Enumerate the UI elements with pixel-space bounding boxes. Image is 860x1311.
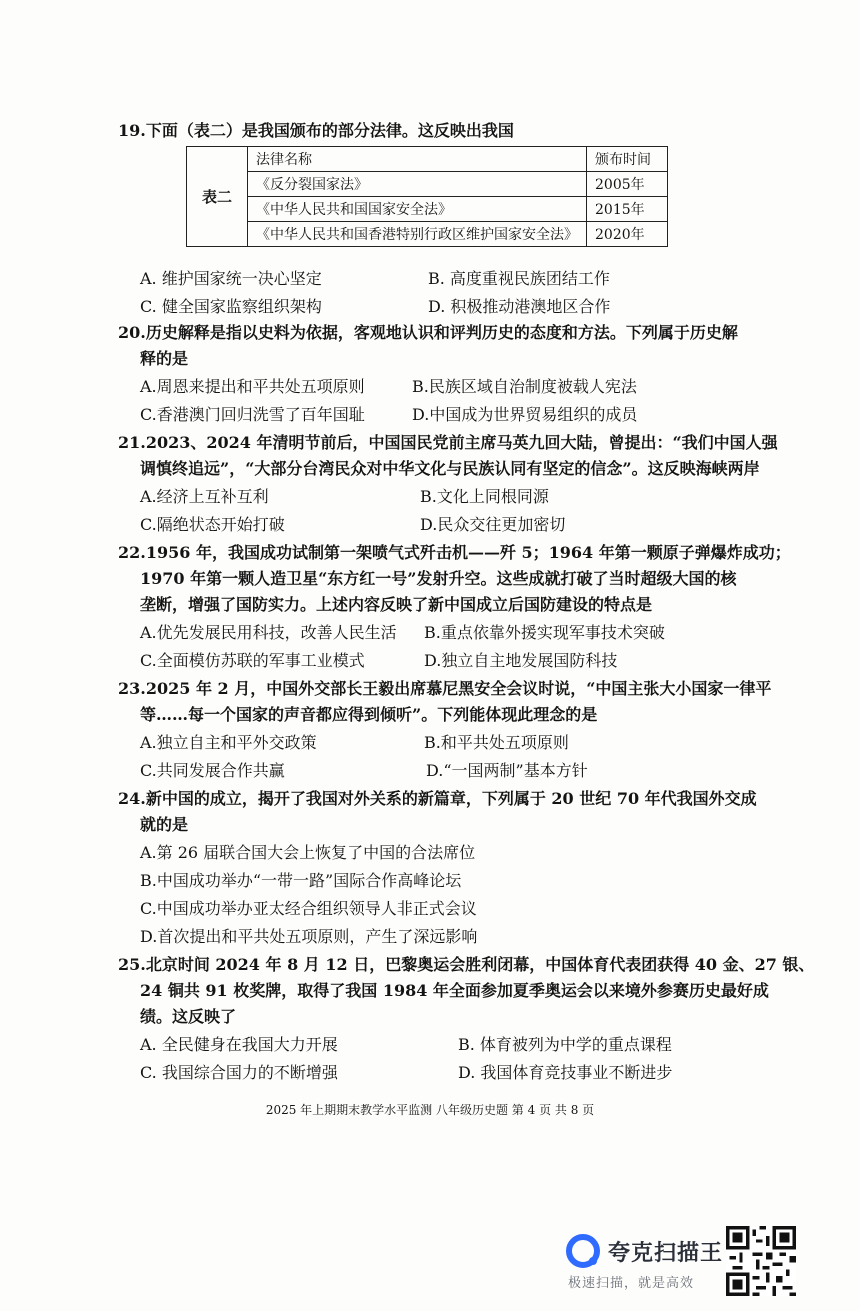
q21-stem-2: 调慎终追远”，“大部分台湾民众对中华文化与民族认同有坚定的信念”。这反映海峡两岸: [140, 459, 760, 478]
scanner-watermark: [566, 1232, 726, 1292]
q23-option-c: C.共同发展合作共赢: [140, 761, 285, 780]
page-footer: 2025 年上期期末教学水平监测 八年级历史题 第 4 页 共 8 页: [265, 1103, 595, 1117]
q19-option-d: D. 积极推动港澳地区合作: [428, 297, 611, 316]
q20-option-d: D.中国成为世界贸易组织的成员: [412, 405, 638, 424]
q23-option-d: D.“一国两制”基本方针: [426, 761, 588, 780]
q21-stem-1: 21.2023、2024 年清明节前后，中国国民党前主席马英九回大陆，曾提出：“我们中国人强: [118, 433, 778, 452]
table-row: [187, 172, 668, 197]
table-row: [187, 222, 668, 247]
q20-option-a: A.周恩来提出和平共处五项原则: [140, 377, 365, 396]
q23-option-a: A.独立自主和平外交政策: [140, 733, 317, 752]
q23-stem-1: 23.2025 年 2 月，中国外交部长王毅出席慕尼黑安全会议时说，“中国主张大小国家一律平: [118, 679, 772, 698]
q21-option-a: A.经济上互补互利: [140, 487, 269, 506]
q22-option-c: C.全面模仿苏联的军事工业模式: [140, 651, 365, 670]
q24-stem-2: 就的是: [140, 815, 189, 834]
q25-option-c: C. 我国综合国力的不断增强: [140, 1063, 338, 1082]
law-year: 2020年: [587, 222, 668, 247]
q20-option-c: C.香港澳门回归洗雪了百年国耻: [140, 405, 365, 424]
law-name: 《中华人民共和国香港特别行政区维护国家安全法》: [248, 222, 587, 247]
q24-option-c: C.中国成功举办亚太经合组织领导人非正式会议: [140, 899, 477, 918]
q24-option-b: B.中国成功举办“一带一路”国际合作高峰论坛: [140, 871, 462, 890]
q19-option-a: A. 维护国家统一决心坚定: [140, 269, 322, 288]
law-year: 2005年: [587, 172, 668, 197]
q22-stem-3: 垄断，增强了国防实力。上述内容反映了新中国成立后国防建设的特点是: [140, 595, 653, 614]
q24-stem-1: 24.新中国的成立，揭开了我国对外关系的新篇章，下列属于 20 世纪 70 年代我国外交成: [118, 789, 757, 808]
q24-option-a: A.第 26 届联合国大会上恢复了中国的合法席位: [140, 843, 476, 862]
table-tag: 表二: [187, 147, 248, 247]
law-year: 2015年: [587, 197, 668, 222]
q25-option-d: D. 我国体育竞技事业不断进步: [458, 1063, 673, 1082]
q25-stem-1: 25.北京时间 2024 年 8 月 12 日，巴黎奥运会胜利闭幕，中国体育代表团获得 40 金、27 银、: [118, 955, 815, 974]
q25-stem-3: 绩。这反映了: [140, 1007, 237, 1026]
qr-code-icon: [726, 1226, 796, 1296]
table-row: [187, 197, 668, 222]
q22-stem-1: 22.1956 年，我国成功试制第一架喷气式歼击机——歼 5；1964 年第一颗原子弹爆炸成功；: [118, 543, 791, 562]
law-name: 《中华人民共和国国家安全法》: [248, 197, 587, 222]
q19-option-c: C. 健全国家监察组织架构: [140, 297, 322, 316]
q25-option-b: B. 体育被列为中学的重点课程: [458, 1035, 672, 1054]
q25-stem-2: 24 铜共 91 枚奖牌，取得了我国 1984 年全面参加夏季奥运会以来境外参赛历史最好成: [140, 981, 769, 1000]
q20-stem-1: 20.历史解释是指以史料为依据，客观地认识和评判历史的态度和方法。下列属于历史解: [118, 323, 738, 342]
q25-option-a: A. 全民健身在我国大力开展: [140, 1035, 338, 1054]
q21-option-d: D.民众交往更加密切: [420, 515, 566, 534]
law-table: [186, 146, 668, 247]
q20-option-b: B.民族区域自治制度被载人宪法: [412, 377, 637, 396]
q24-option-d: D.首次提出和平共处五项原则，产生了深远影响: [140, 927, 478, 946]
q22-stem-2: 1970 年第一颗人造卫星“东方红一号”发射升空。这些成就打破了当时超级大国的核: [140, 569, 737, 588]
law-name: 《反分裂国家法》: [248, 172, 587, 197]
q21-option-b: B.文化上同根同源: [420, 487, 549, 506]
q22-option-d: D.独立自主地发展国防科技: [424, 651, 618, 670]
watermark-slogan: 极速扫描，就是高效: [568, 1276, 695, 1291]
watermark-brand: 夸克扫描王: [608, 1241, 724, 1266]
q22-option-b: B.重点依靠外援实现军事技术突破: [424, 623, 665, 642]
q23-option-b: B.和平共处五项原则: [424, 733, 569, 752]
q20-stem-2: 释的是: [140, 349, 189, 368]
q21-option-c: C.隔绝状态开始打破: [140, 515, 285, 534]
q19-stem: 19.下面（表二）是我国颁布的部分法律。这反映出我国: [118, 121, 514, 140]
q19-option-b: B. 高度重视民族团结工作: [428, 269, 610, 288]
header-year: 颁布时间: [587, 147, 668, 172]
header-name: 法律名称: [248, 147, 587, 172]
quark-logo-icon: [566, 1234, 600, 1268]
table-header-row: [187, 147, 668, 172]
q22-option-a: A.优先发展民用科技，改善人民生活: [140, 623, 397, 642]
q23-stem-2: 等……每一个国家的声音都应得到倾听”。下列能体现此理念的是: [140, 705, 598, 724]
